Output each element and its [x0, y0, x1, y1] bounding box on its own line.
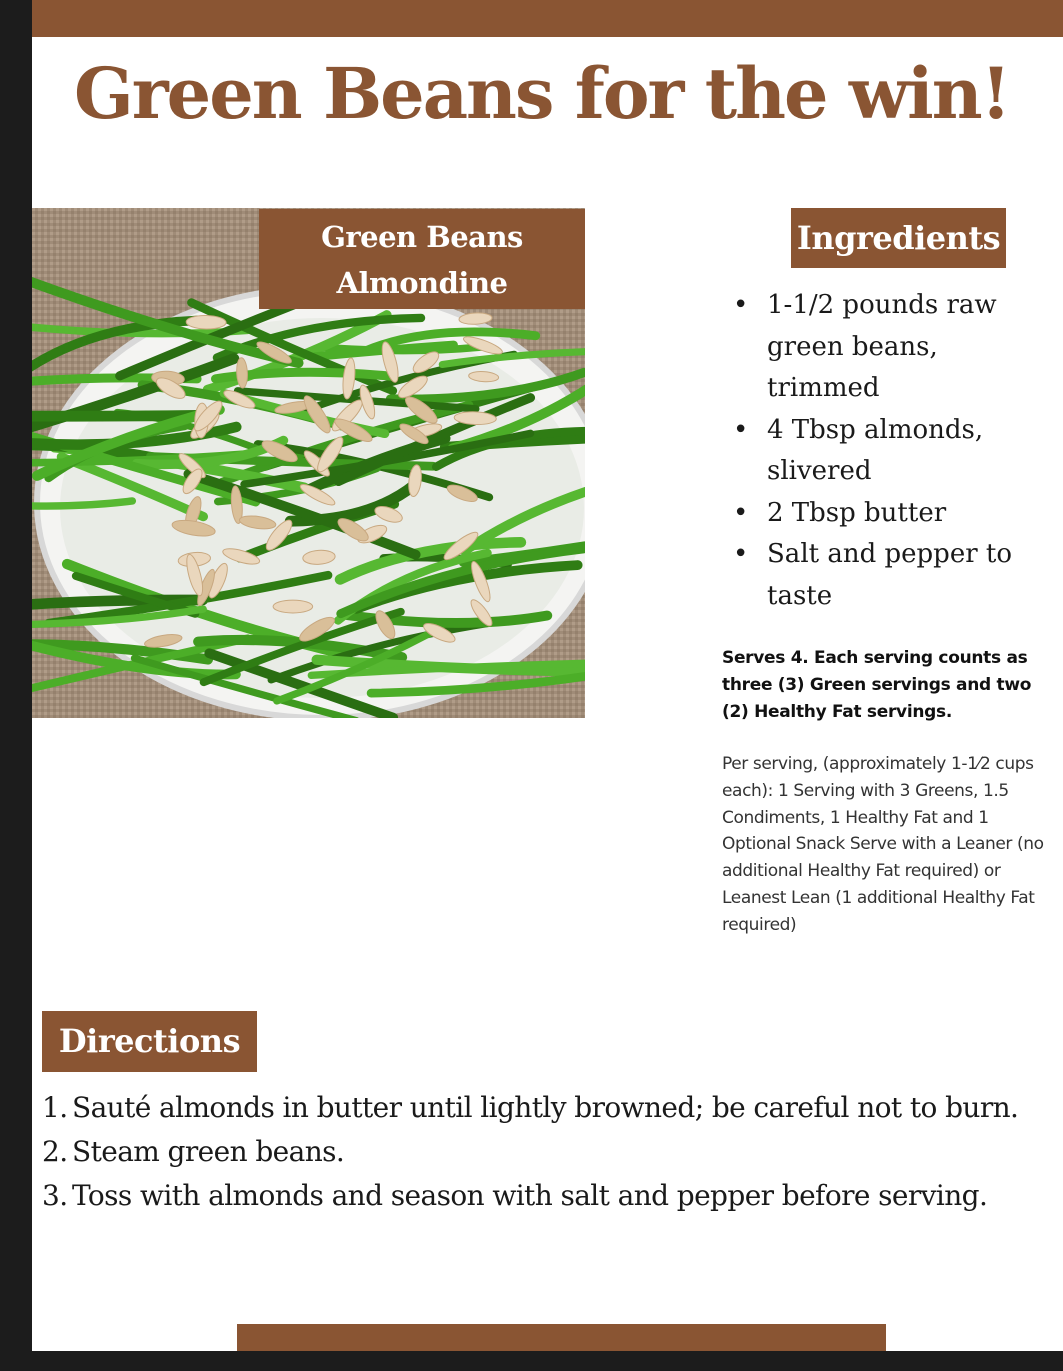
- servings-note: Serves 4. Each serving counts as three (3) Green servings and two (2) Healthy Fat servings.: [722, 648, 1032, 722]
- ingredient-item: • 2 Tbsp butter: [767, 493, 1057, 535]
- ingredient-item: • 1-1/2 pounds raw green beans, trimmed: [767, 285, 1057, 410]
- per-serving-note: Per serving, (approximately 1-1⁄2 cups each): 1 Serving with 3 Greens, 1.5 Condiments, 1 Healthy Fat and 1 Optional Snack Serve with a Leaner (no additional Healthy Fat required) or Leanest Lean (1 additional Healthy Fat required): [722, 754, 1044, 935]
- step-text: Sauté almonds in butter until lightly browned; be careful not to burn.: [72, 1091, 1019, 1124]
- direction-step: [42, 1174, 1063, 1218]
- ingredients-header: Ingredients: [791, 208, 1006, 268]
- recipe-name-line-1: Green Beans: [321, 220, 523, 254]
- bottom-accent-bar: [237, 1324, 886, 1351]
- page-title: Green Beans for the win!: [74, 52, 1010, 135]
- step-text: Steam green beans.: [72, 1135, 345, 1168]
- direction-step: [42, 1086, 1063, 1130]
- recipe-name-line-2: Almondine: [336, 266, 508, 300]
- recipe-name-label: [259, 209, 585, 309]
- ingredient-item: • 4 Tbsp almonds, slivered: [767, 410, 1057, 493]
- recipe-page: [32, 0, 1063, 1351]
- direction-step: [42, 1130, 1063, 1174]
- almond-sliver-shape: [273, 600, 313, 613]
- top-accent-bar: [32, 0, 1063, 37]
- directions-header: Directions: [42, 1011, 257, 1072]
- ingredient-item: • Salt and pepper to taste: [767, 534, 1057, 617]
- ingredients-list: [767, 285, 1057, 617]
- step-number: 1.: [42, 1091, 68, 1124]
- step-number: 3.: [42, 1179, 68, 1212]
- step-text: Toss with almonds and season with salt and pepper before serving.: [72, 1179, 988, 1212]
- step-number: 2.: [42, 1135, 68, 1168]
- directions-list: [42, 1086, 1063, 1218]
- almond-sliver-shape: [186, 315, 226, 329]
